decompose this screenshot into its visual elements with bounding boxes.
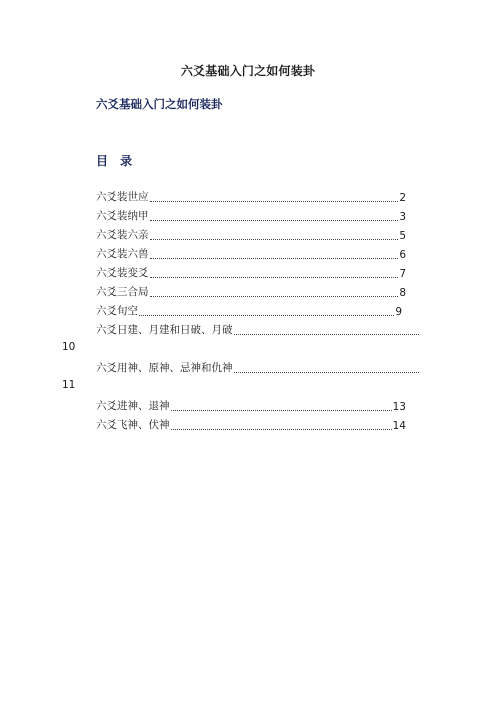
toc-leader-dots [150,257,399,259]
toc-leader-dots [150,276,399,278]
toc-entry-page: 6 [399,249,406,261]
toc-entry-label: 六爻装纳甲 [96,210,149,222]
toc-leader-dots [150,219,399,221]
toc-entry-label: 六爻装变爻 [96,267,149,279]
toc-entry-label: 六爻装六亲 [96,229,149,241]
toc-entry-label: 六爻装六兽 [96,248,149,260]
toc-leader-dots [139,314,394,316]
toc-leader-dots [171,409,392,411]
toc-entry[interactable] [96,190,406,204]
toc-entry-page: 2 [399,192,406,204]
toc-entry[interactable] [96,209,406,223]
toc-entry[interactable] [96,266,406,280]
document-subtitle: 六爻基础入门之如何装卦 [96,97,223,111]
toc-heading: 目 录 [96,154,137,168]
toc-entry-label: 六爻日建、月建和日破、月破 [96,324,233,336]
toc-entry-page: 7 [399,268,406,280]
toc-entry-page: 10 [62,341,76,353]
toc-entry-label: 六爻进神、退神 [96,400,170,412]
toc-entry[interactable] [96,361,420,375]
toc-entry-label: 六爻旬空 [96,305,138,317]
toc-entry[interactable] [96,418,406,432]
toc-entry[interactable] [96,228,406,242]
toc-entry-page: 13 [392,401,406,413]
toc-entry-label: 六爻飞神、伏神 [96,419,170,431]
toc-leader-dots [150,295,399,297]
toc-entry-label: 六爻装世应 [96,191,149,203]
toc-entry[interactable] [96,247,406,261]
toc-entry-label: 六爻三合局 [96,286,149,298]
toc-entry-page: 14 [392,420,406,432]
toc-entry-page: 11 [62,379,76,391]
document-title: 六爻基础入门之如何装卦 [180,64,316,78]
toc-entry-page: 5 [399,230,406,242]
toc-leader-dots [150,200,399,202]
toc-entry[interactable] [96,304,402,318]
toc-entry-page: 9 [395,306,402,318]
toc-entry[interactable] [96,399,406,413]
toc-leader-dots [150,238,399,240]
toc-leader-dots [171,428,392,430]
toc-entry[interactable] [96,285,406,299]
toc-entry-page: 8 [399,287,406,299]
toc-leader-dots [234,333,420,335]
toc-entry-page: 3 [399,211,406,223]
toc-entry-label: 六爻用神、原神、忌神和仇神 [96,362,233,374]
toc-entry[interactable] [96,323,420,337]
toc-leader-dots [234,371,420,373]
